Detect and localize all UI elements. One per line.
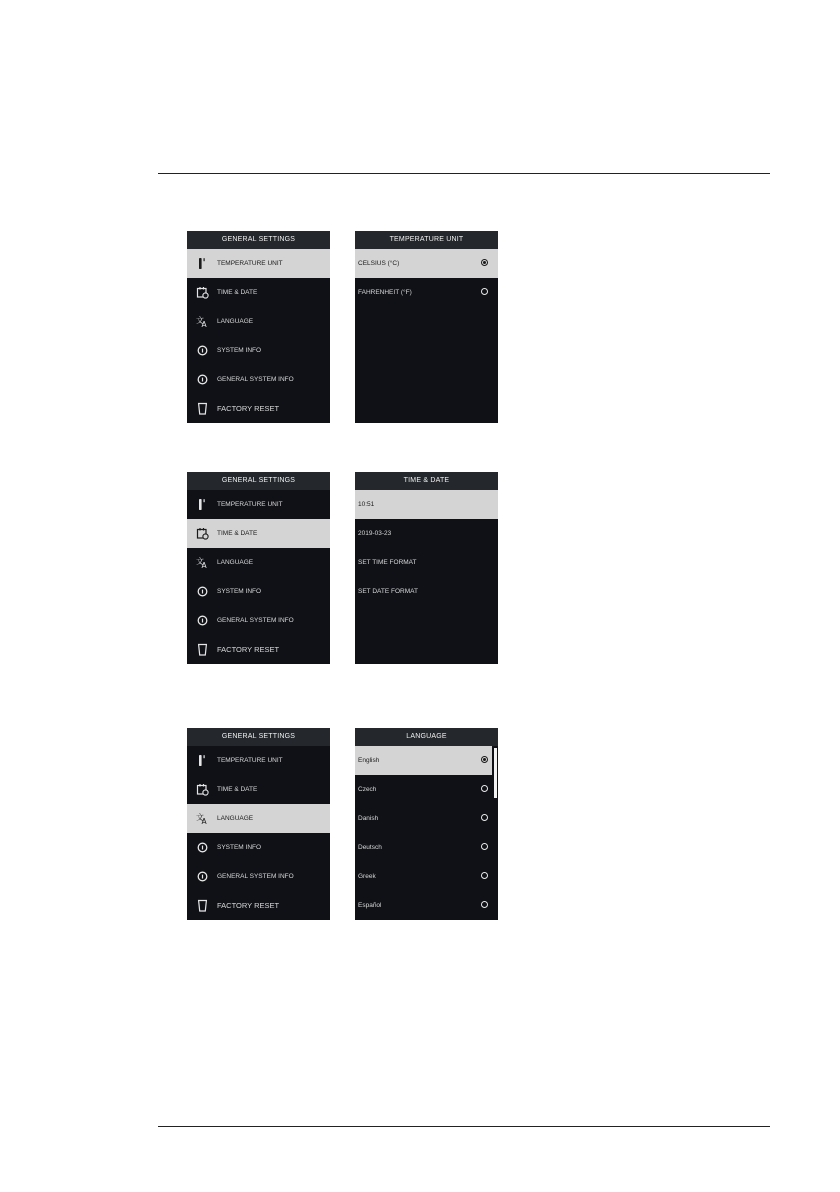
menu-item-label: SYSTEM INFO [217, 844, 262, 851]
menu-item-label: LANGUAGE [217, 559, 254, 566]
menu-item-label: GENERAL SYSTEM INFO [217, 617, 294, 624]
menu-item-label: TEMPERATURE UNIT [217, 757, 283, 764]
language-option[interactable] [355, 862, 498, 891]
menu-item-language[interactable] [187, 804, 330, 833]
menu-item-factory-reset[interactable] [187, 891, 330, 920]
language-label: English [358, 757, 380, 764]
option-celsius[interactable] [355, 249, 498, 278]
radio-unselected-icon [481, 785, 488, 792]
svg-text:文: 文 [196, 316, 204, 325]
calendar-clock-icon [196, 527, 209, 540]
menu-item-language[interactable] [187, 548, 330, 577]
set-date-format-item[interactable] [355, 577, 498, 606]
menu-item-general-system-info[interactable] [187, 365, 330, 394]
menu-item-time-date[interactable] [187, 278, 330, 307]
general-settings-screen-2 [187, 472, 330, 664]
menu-item-label: FACTORY RESET [217, 404, 280, 413]
info-icon [196, 841, 209, 854]
time-date-screen [355, 472, 498, 664]
menu-item-system-info[interactable] [187, 833, 330, 862]
svg-text:A: A [201, 561, 207, 569]
info-icon [196, 373, 209, 386]
menu-item-label: TIME & DATE [217, 530, 258, 537]
radio-selected-icon [481, 756, 488, 763]
menu-item-general-system-info[interactable] [187, 862, 330, 891]
menu-item-label: GENERAL SYSTEM INFO [217, 873, 294, 880]
language-label: Danish [358, 815, 379, 822]
option-label: CELSIUS (°C) [358, 260, 400, 267]
set-time-format-item[interactable] [355, 548, 498, 577]
menu-item-language[interactable] [187, 307, 330, 336]
menu-item-label: FACTORY RESET [217, 645, 280, 654]
option-fahrenheit[interactable] [355, 278, 498, 307]
time-item[interactable] [355, 490, 498, 519]
radio-unselected-icon [481, 872, 488, 879]
language-option[interactable] [355, 833, 498, 862]
svg-text:A: A [201, 320, 207, 328]
menu-item-label: FACTORY RESET [217, 901, 280, 910]
menu-item-time-date[interactable] [187, 519, 330, 548]
trash-icon [196, 899, 209, 912]
info-icon [196, 585, 209, 598]
date-item[interactable] [355, 519, 498, 548]
menu-item-time-date[interactable] [187, 775, 330, 804]
thermometer-icon [196, 257, 209, 270]
menu-item-label: TEMPERATURE UNIT [217, 260, 283, 267]
menu-item-system-info[interactable] [187, 577, 330, 606]
language-icon [196, 315, 209, 328]
menu-item-label: TEMPERATURE UNIT [217, 501, 283, 508]
radio-unselected-icon [481, 814, 488, 821]
svg-text:A: A [201, 817, 207, 825]
menu-item-temperature-unit[interactable] [187, 249, 330, 278]
top-rule [158, 173, 770, 174]
trash-icon [196, 643, 209, 656]
screen-title: GENERAL SETTINGS [187, 231, 330, 249]
radio-selected-icon [481, 259, 488, 266]
info-icon [196, 344, 209, 357]
language-label: Deutsch [358, 844, 382, 851]
menu-item-temperature-unit[interactable] [187, 490, 330, 519]
menu-item-general-system-info[interactable] [187, 606, 330, 635]
radio-unselected-icon [481, 901, 488, 908]
menu-item-label: GENERAL SYSTEM INFO [217, 376, 294, 383]
language-label: Greek [358, 873, 376, 880]
general-settings-screen-1 [187, 231, 330, 423]
item-label: SET DATE FORMAT [358, 588, 418, 595]
screen-title: GENERAL SETTINGS [187, 472, 330, 490]
info-icon [196, 870, 209, 883]
time-value: 10:51 [358, 501, 375, 508]
language-screen [355, 728, 498, 920]
screen-title: GENERAL SETTINGS [187, 728, 330, 746]
language-option[interactable] [355, 746, 492, 775]
bottom-rule [158, 1126, 770, 1127]
screen-title: LANGUAGE [355, 728, 498, 746]
menu-item-factory-reset[interactable] [187, 635, 330, 664]
temperature-unit-screen [355, 231, 498, 423]
language-option[interactable] [355, 891, 498, 920]
calendar-clock-icon [196, 286, 209, 299]
option-label: FAHRENHEIT (°F) [358, 289, 412, 296]
menu-item-temperature-unit[interactable] [187, 746, 330, 775]
menu-item-label: TIME & DATE [217, 289, 258, 296]
svg-text:文: 文 [196, 813, 204, 822]
language-label: Czech [358, 786, 377, 793]
menu-item-label: SYSTEM INFO [217, 588, 262, 595]
menu-item-label: SYSTEM INFO [217, 347, 262, 354]
thermometer-icon [196, 498, 209, 511]
thermometer-icon [196, 754, 209, 767]
menu-item-system-info[interactable] [187, 336, 330, 365]
screen-title: TIME & DATE [355, 472, 498, 490]
menu-item-label: TIME & DATE [217, 786, 258, 793]
screen-title: TEMPERATURE UNIT [355, 231, 498, 249]
language-option[interactable] [355, 804, 498, 833]
date-value: 2019-03-23 [358, 530, 392, 537]
language-icon [196, 812, 209, 825]
svg-text:文: 文 [196, 557, 204, 566]
language-icon [196, 556, 209, 569]
item-label: SET TIME FORMAT [358, 559, 417, 566]
language-label: Español [358, 902, 382, 909]
menu-item-factory-reset[interactable] [187, 394, 330, 423]
menu-item-label: LANGUAGE [217, 815, 254, 822]
radio-unselected-icon [481, 843, 488, 850]
menu-item-label: LANGUAGE [217, 318, 254, 325]
language-option[interactable] [355, 775, 498, 804]
info-icon [196, 614, 209, 627]
calendar-clock-icon [196, 783, 209, 796]
general-settings-screen-3 [187, 728, 330, 920]
radio-unselected-icon [481, 288, 488, 295]
trash-icon [196, 402, 209, 415]
